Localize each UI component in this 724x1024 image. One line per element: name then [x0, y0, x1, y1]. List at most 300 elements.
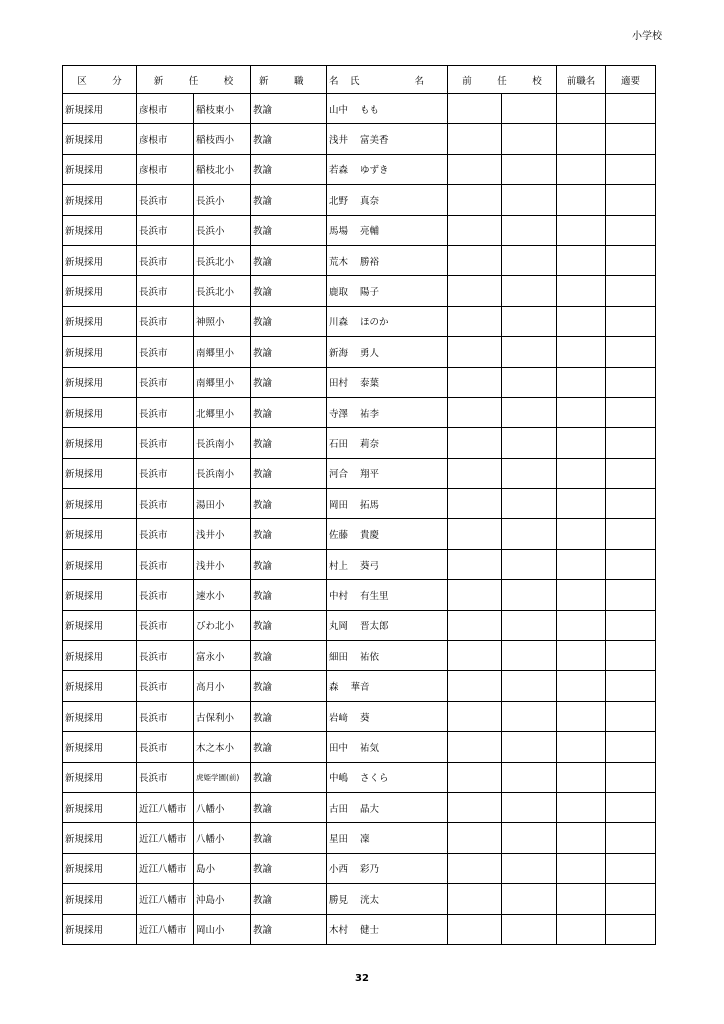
surname: 北野 [329, 195, 349, 207]
prev-city-cell [448, 641, 502, 671]
name-cell [327, 94, 448, 124]
city-cell: 長浜市 [137, 185, 194, 215]
remarks-cell [606, 732, 656, 762]
prev-school-cell [502, 823, 557, 853]
position-cell: 教諭 [251, 428, 327, 458]
school-cell: 神照小 [194, 306, 251, 336]
table-row [63, 732, 656, 762]
city-cell: 長浜市 [137, 549, 194, 579]
city-cell: 長浜市 [137, 367, 194, 397]
remarks-cell [606, 245, 656, 275]
position-cell: 教諭 [251, 458, 327, 488]
given-name: 葵 [360, 712, 370, 724]
prev-city-cell [448, 610, 502, 640]
school-cell: 木之本小 [194, 732, 251, 762]
given-name: さくら [360, 773, 389, 785]
table-row [63, 245, 656, 275]
school-cell: 高月小 [194, 671, 251, 701]
school-type-label: 小学校 [632, 31, 662, 42]
prev-school-cell [502, 306, 557, 336]
category-cell: 新規採用 [63, 306, 137, 336]
category-cell: 新規採用 [63, 94, 137, 124]
given-name: 祐依 [360, 651, 380, 663]
prev-school-cell [502, 337, 557, 367]
category-cell: 新規採用 [63, 792, 137, 822]
city-cell: 近江八幡市 [137, 884, 194, 914]
position-cell: 教諭 [251, 792, 327, 822]
prev-position-cell [557, 762, 606, 792]
city-cell: 長浜市 [137, 245, 194, 275]
prev-city-cell [448, 671, 502, 701]
surname: 新海 [329, 347, 349, 359]
prev-position-cell [557, 397, 606, 427]
prev-school-cell [502, 884, 557, 914]
surname: 岡田 [329, 499, 349, 511]
position-cell: 教諭 [251, 276, 327, 306]
table-row [63, 367, 656, 397]
surname: 田中 [329, 742, 349, 754]
remarks-cell [606, 337, 656, 367]
position-cell: 教諭 [251, 853, 327, 883]
prev-school-cell [502, 489, 557, 519]
given-name: 彩乃 [360, 864, 380, 876]
city-cell: 長浜市 [137, 276, 194, 306]
surname: 馬場 [329, 226, 349, 238]
category-cell: 新規採用 [63, 641, 137, 671]
name-cell [327, 580, 448, 610]
surname: 山中 [329, 104, 349, 116]
name-cell [327, 641, 448, 671]
remarks-cell [606, 276, 656, 306]
given-name: 華音 [350, 682, 370, 694]
school-cell: 稲枝西小 [194, 124, 251, 154]
prev-position-cell [557, 823, 606, 853]
school-cell: 八幡小 [194, 823, 251, 853]
table-row [63, 641, 656, 671]
category-cell: 新規採用 [63, 853, 137, 883]
given-name: 翔平 [360, 469, 380, 481]
prev-school-cell [502, 367, 557, 397]
school-cell: 沖島小 [194, 884, 251, 914]
remarks-cell [606, 853, 656, 883]
category-cell: 新規採用 [63, 580, 137, 610]
name-cell [327, 914, 448, 944]
city-cell: 長浜市 [137, 428, 194, 458]
prev-school-cell [502, 245, 557, 275]
given-name: 健士 [360, 925, 380, 937]
prev-city-cell [448, 458, 502, 488]
position-cell: 教諭 [251, 154, 327, 184]
table-row [63, 124, 656, 154]
prev-school-cell [502, 94, 557, 124]
remarks-cell [606, 914, 656, 944]
table-row [63, 185, 656, 215]
name-cell [327, 732, 448, 762]
name-cell [327, 215, 448, 245]
surname: 細田 [329, 651, 349, 663]
city-cell: 長浜市 [137, 762, 194, 792]
city-cell: 長浜市 [137, 701, 194, 731]
position-cell: 教諭 [251, 185, 327, 215]
city-cell: 彦根市 [137, 154, 194, 184]
table-row [63, 458, 656, 488]
school-cell: 長浜小 [194, 215, 251, 245]
prev-city-cell [448, 94, 502, 124]
city-cell: 長浜市 [137, 306, 194, 336]
prev-position-cell [557, 884, 606, 914]
surname: 河合 [329, 469, 349, 481]
surname: 森 [329, 682, 339, 694]
prev-position-cell [557, 792, 606, 822]
prev-school-cell [502, 610, 557, 640]
prev-city-cell [448, 428, 502, 458]
category-cell: 新規採用 [63, 215, 137, 245]
city-cell: 長浜市 [137, 489, 194, 519]
name-cell [327, 519, 448, 549]
name-cell [327, 671, 448, 701]
header-name: 氏 名 [327, 66, 448, 94]
given-name: 泰葉 [360, 378, 380, 390]
remarks-cell [606, 367, 656, 397]
school-cell: 速水小 [194, 580, 251, 610]
surname: 石田 [329, 438, 349, 450]
category-cell: 新規採用 [63, 732, 137, 762]
prev-city-cell [448, 853, 502, 883]
table-row [63, 489, 656, 519]
school-cell: 浅井小 [194, 519, 251, 549]
name-cell [327, 489, 448, 519]
prev-school-cell [502, 185, 557, 215]
table-row [63, 428, 656, 458]
prev-school-cell [502, 154, 557, 184]
city-cell: 長浜市 [137, 641, 194, 671]
remarks-cell [606, 641, 656, 671]
category-cell: 新規採用 [63, 549, 137, 579]
prev-position-cell [557, 519, 606, 549]
position-cell: 教諭 [251, 94, 327, 124]
school-cell: 南郷里小 [194, 337, 251, 367]
remarks-cell [606, 215, 656, 245]
table-row [63, 519, 656, 549]
prev-position-cell [557, 853, 606, 883]
header-prev-school: 前 任 校 [448, 66, 557, 94]
remarks-cell [606, 580, 656, 610]
prev-school-cell [502, 428, 557, 458]
prev-position-cell [557, 549, 606, 579]
table-row [63, 610, 656, 640]
prev-city-cell [448, 185, 502, 215]
position-cell: 教諭 [251, 610, 327, 640]
prev-city-cell [448, 549, 502, 579]
remarks-cell [606, 154, 656, 184]
city-cell: 長浜市 [137, 519, 194, 549]
prev-city-cell [448, 337, 502, 367]
prev-position-cell [557, 914, 606, 944]
remarks-cell [606, 671, 656, 701]
surname: 寺澤 [329, 408, 349, 420]
table-row [63, 853, 656, 883]
position-cell: 教諭 [251, 823, 327, 853]
name-cell [327, 853, 448, 883]
table-row [63, 580, 656, 610]
surname: 川森 [329, 317, 349, 329]
city-cell: 長浜市 [137, 580, 194, 610]
position-cell: 教諭 [251, 580, 327, 610]
remarks-cell [606, 519, 656, 549]
city-cell: 長浜市 [137, 671, 194, 701]
category-cell: 新規採用 [63, 914, 137, 944]
prev-school-cell [502, 762, 557, 792]
personnel-table [62, 65, 656, 945]
category-cell: 新規採用 [63, 519, 137, 549]
prev-position-cell [557, 337, 606, 367]
prev-position-cell [557, 94, 606, 124]
name-cell [327, 549, 448, 579]
prev-school-cell [502, 519, 557, 549]
city-cell: 長浜市 [137, 337, 194, 367]
given-name: 祐気 [360, 742, 380, 754]
table-row [63, 823, 656, 853]
given-name: 凜 [360, 834, 370, 846]
city-cell: 長浜市 [137, 732, 194, 762]
table-row [63, 94, 656, 124]
category-cell: 新規採用 [63, 671, 137, 701]
prev-city-cell [448, 884, 502, 914]
remarks-cell [606, 823, 656, 853]
prev-position-cell [557, 610, 606, 640]
table-row [63, 154, 656, 184]
position-cell: 教諭 [251, 489, 327, 519]
prev-school-cell [502, 580, 557, 610]
city-cell: 彦根市 [137, 94, 194, 124]
category-cell: 新規採用 [63, 458, 137, 488]
prev-city-cell [448, 306, 502, 336]
prev-position-cell [557, 489, 606, 519]
table-row [63, 215, 656, 245]
school-cell: 長浜南小 [194, 428, 251, 458]
category-cell: 新規採用 [63, 154, 137, 184]
prev-school-cell [502, 124, 557, 154]
surname: 小西 [329, 864, 349, 876]
category-cell: 新規採用 [63, 367, 137, 397]
prev-city-cell [448, 154, 502, 184]
remarks-cell [606, 762, 656, 792]
given-name: ゆずき [360, 165, 389, 177]
given-name: 貴慶 [360, 530, 380, 542]
table-row [63, 306, 656, 336]
prev-position-cell [557, 428, 606, 458]
school-cell: 長浜南小 [194, 458, 251, 488]
prev-position-cell [557, 276, 606, 306]
surname: 中村 [329, 590, 349, 602]
table-row [63, 337, 656, 367]
prev-position-cell [557, 580, 606, 610]
table-row [63, 276, 656, 306]
given-name: 拓馬 [360, 499, 380, 511]
header-new-position: 新 職 名 [251, 66, 327, 94]
given-name: 晋太郎 [360, 621, 389, 633]
remarks-cell [606, 549, 656, 579]
name-cell [327, 124, 448, 154]
prev-city-cell [448, 732, 502, 762]
category-cell: 新規採用 [63, 823, 137, 853]
name-cell [327, 367, 448, 397]
given-name: ほのか [360, 317, 389, 329]
surname: 木村 [329, 925, 349, 937]
school-cell: 島小 [194, 853, 251, 883]
school-cell: 虎姫学園(前) [194, 762, 251, 792]
prev-school-cell [502, 276, 557, 306]
table-row [63, 701, 656, 731]
city-cell: 近江八幡市 [137, 853, 194, 883]
city-cell: 長浜市 [137, 215, 194, 245]
city-cell: 長浜市 [137, 458, 194, 488]
prev-city-cell [448, 367, 502, 397]
prev-city-cell [448, 397, 502, 427]
given-name: 晶大 [360, 803, 380, 815]
remarks-cell [606, 397, 656, 427]
surname: 中嶋 [329, 773, 349, 785]
surname: 岩﨑 [329, 712, 349, 724]
prev-position-cell [557, 458, 606, 488]
header-prev-position: 前職名 [557, 66, 606, 94]
prev-city-cell [448, 792, 502, 822]
given-name: 莉奈 [360, 438, 380, 450]
table-header-row [63, 66, 656, 94]
position-cell: 教諭 [251, 519, 327, 549]
position-cell: 教諭 [251, 884, 327, 914]
position-cell: 教諭 [251, 641, 327, 671]
table-row [63, 914, 656, 944]
table-row [63, 762, 656, 792]
table-row [63, 884, 656, 914]
prev-city-cell [448, 914, 502, 944]
school-cell: 古保利小 [194, 701, 251, 731]
category-cell: 新規採用 [63, 610, 137, 640]
category-cell: 新規採用 [63, 276, 137, 306]
position-cell: 教諭 [251, 367, 327, 397]
surname: 田村 [329, 378, 349, 390]
position-cell: 教諭 [251, 549, 327, 579]
prev-position-cell [557, 732, 606, 762]
prev-school-cell [502, 671, 557, 701]
name-cell [327, 884, 448, 914]
page-number: 32 [355, 973, 369, 984]
position-cell: 教諭 [251, 337, 327, 367]
city-cell: 近江八幡市 [137, 914, 194, 944]
given-name: 葵弓 [360, 560, 380, 572]
remarks-cell [606, 185, 656, 215]
prev-position-cell [557, 124, 606, 154]
prev-school-cell [502, 458, 557, 488]
prev-school-cell [502, 792, 557, 822]
school-cell: 浅井小 [194, 549, 251, 579]
school-cell: 南郷里小 [194, 367, 251, 397]
city-cell: 彦根市 [137, 124, 194, 154]
name-cell [327, 245, 448, 275]
school-cell: 北郷里小 [194, 397, 251, 427]
category-cell: 新規採用 [63, 428, 137, 458]
name-cell [327, 276, 448, 306]
header-remarks: 適要 [606, 66, 656, 94]
name-cell [327, 306, 448, 336]
remarks-cell [606, 306, 656, 336]
city-cell: 近江八幡市 [137, 823, 194, 853]
position-cell: 教諭 [251, 215, 327, 245]
remarks-cell [606, 458, 656, 488]
school-cell: 富永小 [194, 641, 251, 671]
category-cell: 新規採用 [63, 397, 137, 427]
prev-city-cell [448, 276, 502, 306]
header-category: 区 分 [63, 66, 137, 94]
prev-school-cell [502, 397, 557, 427]
table-row [63, 397, 656, 427]
given-name: 真奈 [360, 195, 380, 207]
surname: 若森 [329, 165, 349, 177]
given-name: 富美香 [360, 135, 389, 147]
prev-school-cell [502, 914, 557, 944]
remarks-cell [606, 124, 656, 154]
surname: 荒木 [329, 256, 349, 268]
position-cell: 教諭 [251, 397, 327, 427]
prev-school-cell [502, 641, 557, 671]
school-cell: 八幡小 [194, 792, 251, 822]
position-cell: 教諭 [251, 245, 327, 275]
surname: 勝見 [329, 894, 349, 906]
name-cell [327, 701, 448, 731]
prev-city-cell [448, 580, 502, 610]
given-name: 勝裕 [360, 256, 380, 268]
school-cell: 稲枝北小 [194, 154, 251, 184]
school-cell: 長浜北小 [194, 276, 251, 306]
prev-position-cell [557, 641, 606, 671]
surname: 鹿取 [329, 287, 349, 299]
remarks-cell [606, 701, 656, 731]
prev-school-cell [502, 701, 557, 731]
school-cell: 長浜小 [194, 185, 251, 215]
given-name: 陽子 [360, 287, 380, 299]
prev-city-cell [448, 124, 502, 154]
category-cell: 新規採用 [63, 245, 137, 275]
remarks-cell [606, 792, 656, 822]
prev-position-cell [557, 245, 606, 275]
category-cell: 新規採用 [63, 124, 137, 154]
name-cell [327, 185, 448, 215]
name-cell [327, 610, 448, 640]
prev-school-cell [502, 215, 557, 245]
prev-position-cell [557, 671, 606, 701]
name-cell [327, 792, 448, 822]
prev-city-cell [448, 489, 502, 519]
category-cell: 新規採用 [63, 185, 137, 215]
prev-city-cell [448, 215, 502, 245]
given-name: 祐李 [360, 408, 380, 420]
given-name: 洸太 [360, 894, 380, 906]
school-cell: びわ北小 [194, 610, 251, 640]
name-cell [327, 428, 448, 458]
category-cell: 新規採用 [63, 489, 137, 519]
category-cell: 新規採用 [63, 762, 137, 792]
surname: 星田 [329, 834, 349, 846]
prev-school-cell [502, 853, 557, 883]
category-cell: 新規採用 [63, 701, 137, 731]
remarks-cell [606, 428, 656, 458]
remarks-cell [606, 610, 656, 640]
city-cell: 近江八幡市 [137, 792, 194, 822]
prev-school-cell [502, 732, 557, 762]
school-cell: 長浜北小 [194, 245, 251, 275]
given-name: 勇人 [360, 347, 380, 359]
